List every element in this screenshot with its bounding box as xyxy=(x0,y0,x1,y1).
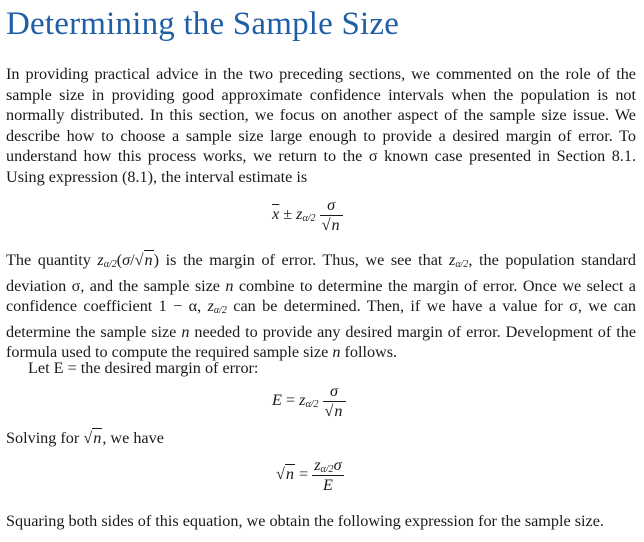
intro-paragraph: In providing practical advice in the two preceding sections, we commented on the role of the sample size in providing good approximate confidence intervals when the population is not normally distributed. In this section, we focus on another aspect of the sample size issue. We describe how to choose a sample size large enough to provide a desired margin of error. To understand how this process works, we return to the σ known case presented in Section 8.1. Using expression (8.1), the interval estimate is xyxy=(6,65,636,186)
z-subscript: α/2 xyxy=(455,259,469,270)
text-segment: needed to provide any desired margin of error. Development of the formula used to compute the required sample size xyxy=(6,322,636,362)
closing-line: Squaring both sides of this equation, we obtain the following expression for the sample size. xyxy=(6,512,604,530)
z-symbol: z xyxy=(296,205,303,224)
margin-of-error-equation xyxy=(272,382,346,421)
root-n-equation xyxy=(276,456,344,495)
text-segment: follows. xyxy=(340,343,398,362)
x-bar-symbol: $\overline{x}$ xyxy=(272,205,280,224)
n-symbol: n xyxy=(144,251,153,269)
page-title: Determining the Sample Size xyxy=(6,6,400,42)
z-subscript: α/2 xyxy=(213,305,227,317)
margin-paragraph: The quantity $z_{\alpha/2}(\sigma/√n)$ is the margin of error. Thus, we see that $z_{\alpha/2}$, the population standard deviation σ, and the sample size n combine to determine the margin of error. Once we select a confidence coefficient 1 − α, $z_{\alpha/2}$ can be determined. Then, if we have a value for σ, we can determine the sample size n needed to provide any desired margin of error. Development of the formula used to compute the required sample size n follows. xyxy=(6,251,636,362)
interval-estimate-equation xyxy=(272,196,343,235)
z-subscript: α/2 xyxy=(103,259,117,270)
plus-minus-symbol: ± xyxy=(283,205,293,224)
n-symbol: n xyxy=(181,322,190,341)
z-subscript: α/2 xyxy=(305,399,319,411)
text-segment: combine to determine the margin of error. Once we select a confidence coefficient 1 − α, xyxy=(6,276,636,316)
z-symbol: z xyxy=(207,297,214,316)
equals-symbol: = xyxy=(299,465,309,484)
e-symbol: E xyxy=(322,476,333,494)
sigma-over-root-n xyxy=(323,382,346,421)
z-symbol: z xyxy=(97,251,104,269)
text-segment: , we have xyxy=(102,429,164,447)
let-line xyxy=(6,358,636,379)
sqrt-sign: √ xyxy=(276,465,285,484)
sigma-symbol: σ xyxy=(333,456,342,474)
n-symbol: n xyxy=(334,402,343,420)
sqrt-sign: √ xyxy=(83,429,93,447)
sqrt-sign: √ xyxy=(134,251,144,269)
n-symbol: n xyxy=(332,343,341,362)
n-symbol: n xyxy=(225,276,234,295)
text-segment: The quantity xyxy=(6,251,98,269)
z-symbol: z xyxy=(314,456,321,474)
text-segment: can be determined. Then, if we have a value for σ, we can determine the sample size xyxy=(6,297,636,341)
z-sigma-over-e xyxy=(312,456,343,495)
text-segment: , the population standard deviation σ, and the sample size xyxy=(6,251,636,295)
e-symbol: E xyxy=(272,391,282,410)
sigma-symbol: σ xyxy=(122,251,131,269)
sqrt-sign: √ xyxy=(321,216,331,234)
sigma-symbol: σ xyxy=(330,382,338,400)
z-symbol: z xyxy=(299,391,306,410)
n-symbol: n xyxy=(331,216,340,234)
n-symbol: n xyxy=(93,429,102,447)
let-text: Let E = the desired margin of error: xyxy=(28,359,259,377)
n-symbol: n xyxy=(285,465,294,484)
text-segment: is the margin of error. Thus, we see that xyxy=(158,251,449,269)
sigma-symbol: σ xyxy=(327,196,336,214)
z-subscript: α/2 xyxy=(320,464,334,475)
text-segment: Solving for xyxy=(6,429,84,447)
sigma-over-root-n xyxy=(320,196,343,235)
z-subscript: α/2 xyxy=(302,213,316,225)
z-symbol: z xyxy=(449,251,456,269)
solving-line xyxy=(6,428,636,449)
equals-symbol: = xyxy=(285,391,296,410)
sqrt-sign: √ xyxy=(324,402,334,420)
